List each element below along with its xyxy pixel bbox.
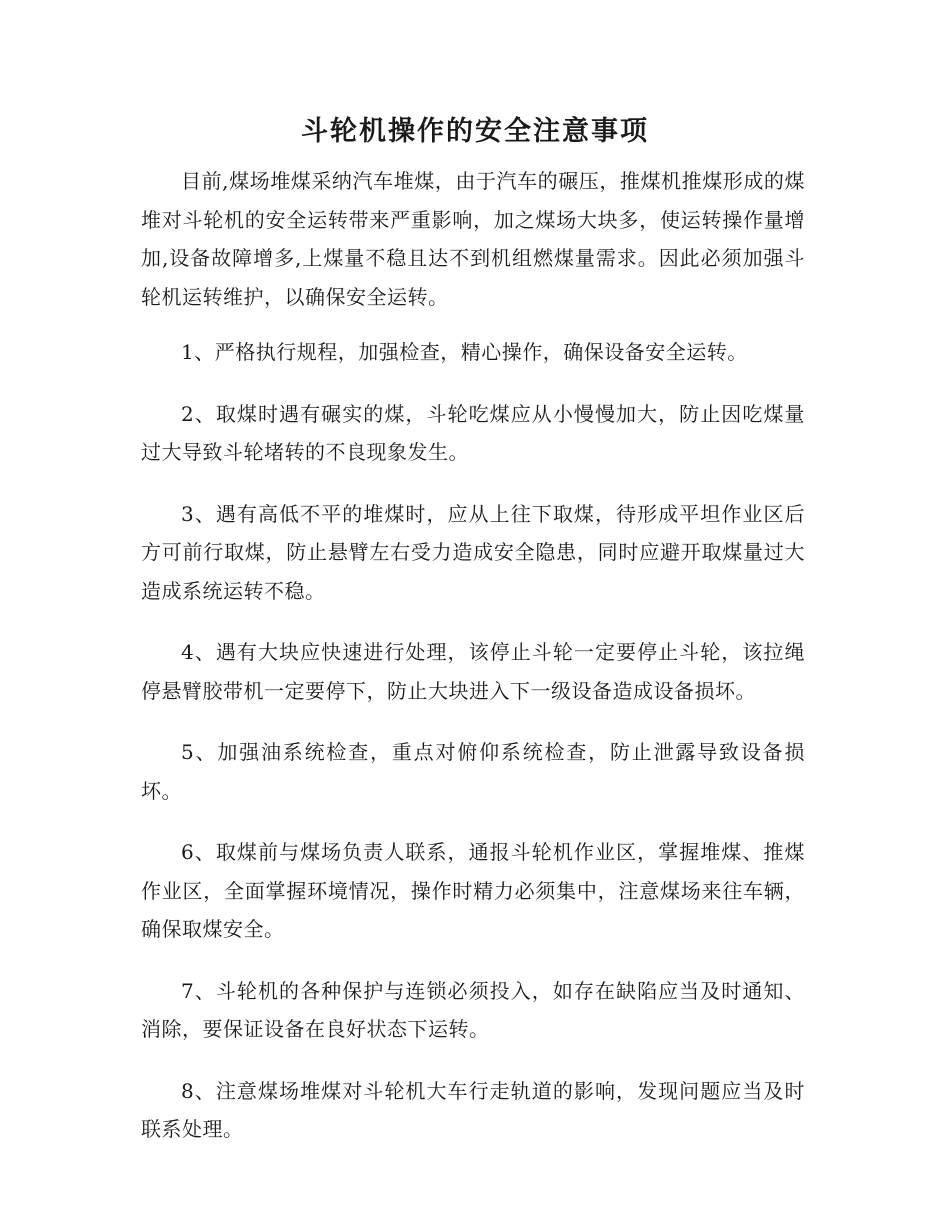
- item-paragraph-7: 7、斗轮机的各种保护与连锁必须投入，如存在缺陷应当及时通知、消除，要保证设备在良好状态下运转。: [141, 978, 805, 1041]
- item-paragraph-5: 5、加强油系统检查，重点对俯仰系统检查，防止泄露导致设备损坏。: [141, 740, 805, 803]
- document-title: 斗轮机操作的安全注意事项: [301, 116, 649, 147]
- item-paragraph-6: 6、取煤前与煤场负责人联系，通报斗轮机作业区，掌握堆煤、推煤作业区，全面掌握环境情况，操作时精力必须集中，注意煤场来往车辆，确保取煤安全。: [141, 840, 805, 941]
- item-paragraph-3: 3、遇有高低不平的堆煤时，应从上往下取煤，待形成平坦作业区后方可前行取煤，防止悬臂左右受力造成安全隐患，同时应避开取煤量过大造成系统运转不稳。: [141, 501, 805, 603]
- item-paragraph-8: 8、注意煤场堆煤对斗轮机大车行走轨道的影响，发现问题应当及时联系处理。: [141, 1078, 805, 1141]
- intro-paragraph: 目前,煤场堆煤采纳汽车堆煤，由于汽车的碾压，推煤机推煤形成的煤堆对斗轮机的安全运转带来严重影响，加之煤场大块多，使运转操作量增加,设备故障增多,上煤量不稳且达不到机组燃煤量需求。因此必须加强斗轮机运转维护，以确保安全运转。: [141, 169, 805, 309]
- item-paragraph-4: 4、遇有大块应快速进行处理，该停止斗轮一定要停止斗轮，该拉绳停悬臂胶带机一定要停下，防止大块进入下一级设备造成设备损坏。: [141, 640, 805, 703]
- item-paragraph-1: 1、严格执行规程，加强检查，精心操作，确保设备安全运转。: [181, 340, 748, 364]
- item-paragraph-2: 2、取煤时遇有碾实的煤，斗轮吃煤应从小慢慢加大，防止因吃煤量过大导致斗轮堵转的不良现象发生。: [141, 401, 805, 464]
- document-body: [141, 162, 805, 1172]
